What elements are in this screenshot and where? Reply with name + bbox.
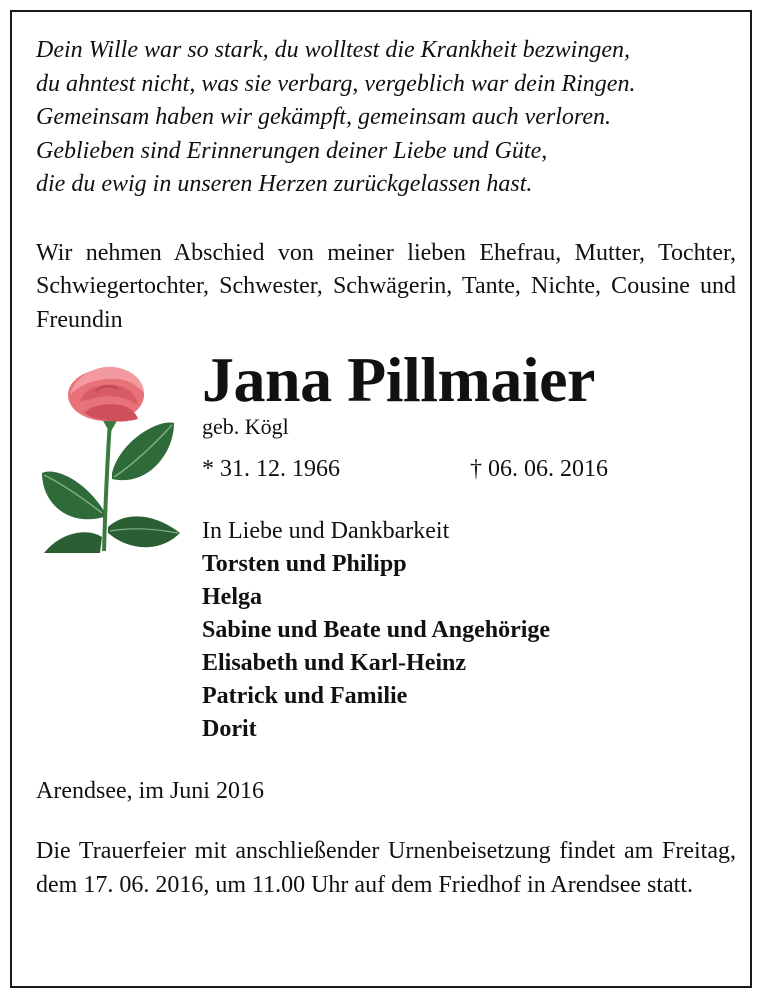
poem-line: Geblieben sind Erinnerungen deiner Liebe und Güte, — [36, 137, 548, 164]
deceased-section — [36, 345, 736, 775]
mourner-name: Torsten und Philipp — [202, 551, 407, 577]
poem-line: die du ewig in unseren Herzen zurückgelassen hast. — [36, 171, 533, 197]
poem-line: Gemeinsam haben wir gekämpft, gemeinsam auch verloren. — [36, 104, 611, 130]
birth-date: * 31. 12. 1966 — [202, 456, 340, 482]
obituary-frame — [10, 10, 752, 988]
mourners — [202, 515, 732, 746]
mourners-intro: In Liebe und Dankbarkeit — [202, 518, 450, 544]
place-and-date: Arendsee, im Juni 2016 — [36, 778, 264, 804]
funeral-notice: Die Trauerfeier mit anschließender Urnenbeisetzung findet am Freitag, dem 17. 06. 2016, um 11.00 Uhr auf dem Friedhof in Arendsee statt. — [36, 838, 736, 898]
life-dates — [202, 451, 732, 487]
mourner-name: Patrick und Familie — [202, 683, 408, 709]
mourner-name: Dorit — [202, 716, 257, 742]
obituary-content — [36, 34, 736, 902]
mourner-name: Helga — [202, 584, 262, 610]
mourner-name: Sabine und Beate und Angehörige — [202, 617, 551, 643]
poem-line: du ahntest nicht, was sie verbarg, vergeblich war dein Ringen. — [36, 70, 636, 97]
rose-icon — [40, 361, 180, 557]
birth-name: geb. Kögl — [202, 414, 289, 439]
poem — [36, 34, 736, 202]
deceased-info — [202, 345, 732, 746]
deceased-name: Jana Pillmaier — [202, 344, 595, 415]
mourner-name: Elisabeth und Karl-Heinz — [202, 650, 467, 676]
death-date: † 06. 06. 2016 — [470, 456, 608, 482]
farewell-intro: Wir nehmen Abschied von meiner lieben Ehefrau, Mutter, Tochter, Schwiegertochter, Schwester, Schwägerin, Tante, Nichte, Cousine und Freundin — [36, 239, 736, 333]
poem-line: Dein Wille war so stark, du wolltest die Krankheit bezwingen, — [36, 37, 630, 63]
